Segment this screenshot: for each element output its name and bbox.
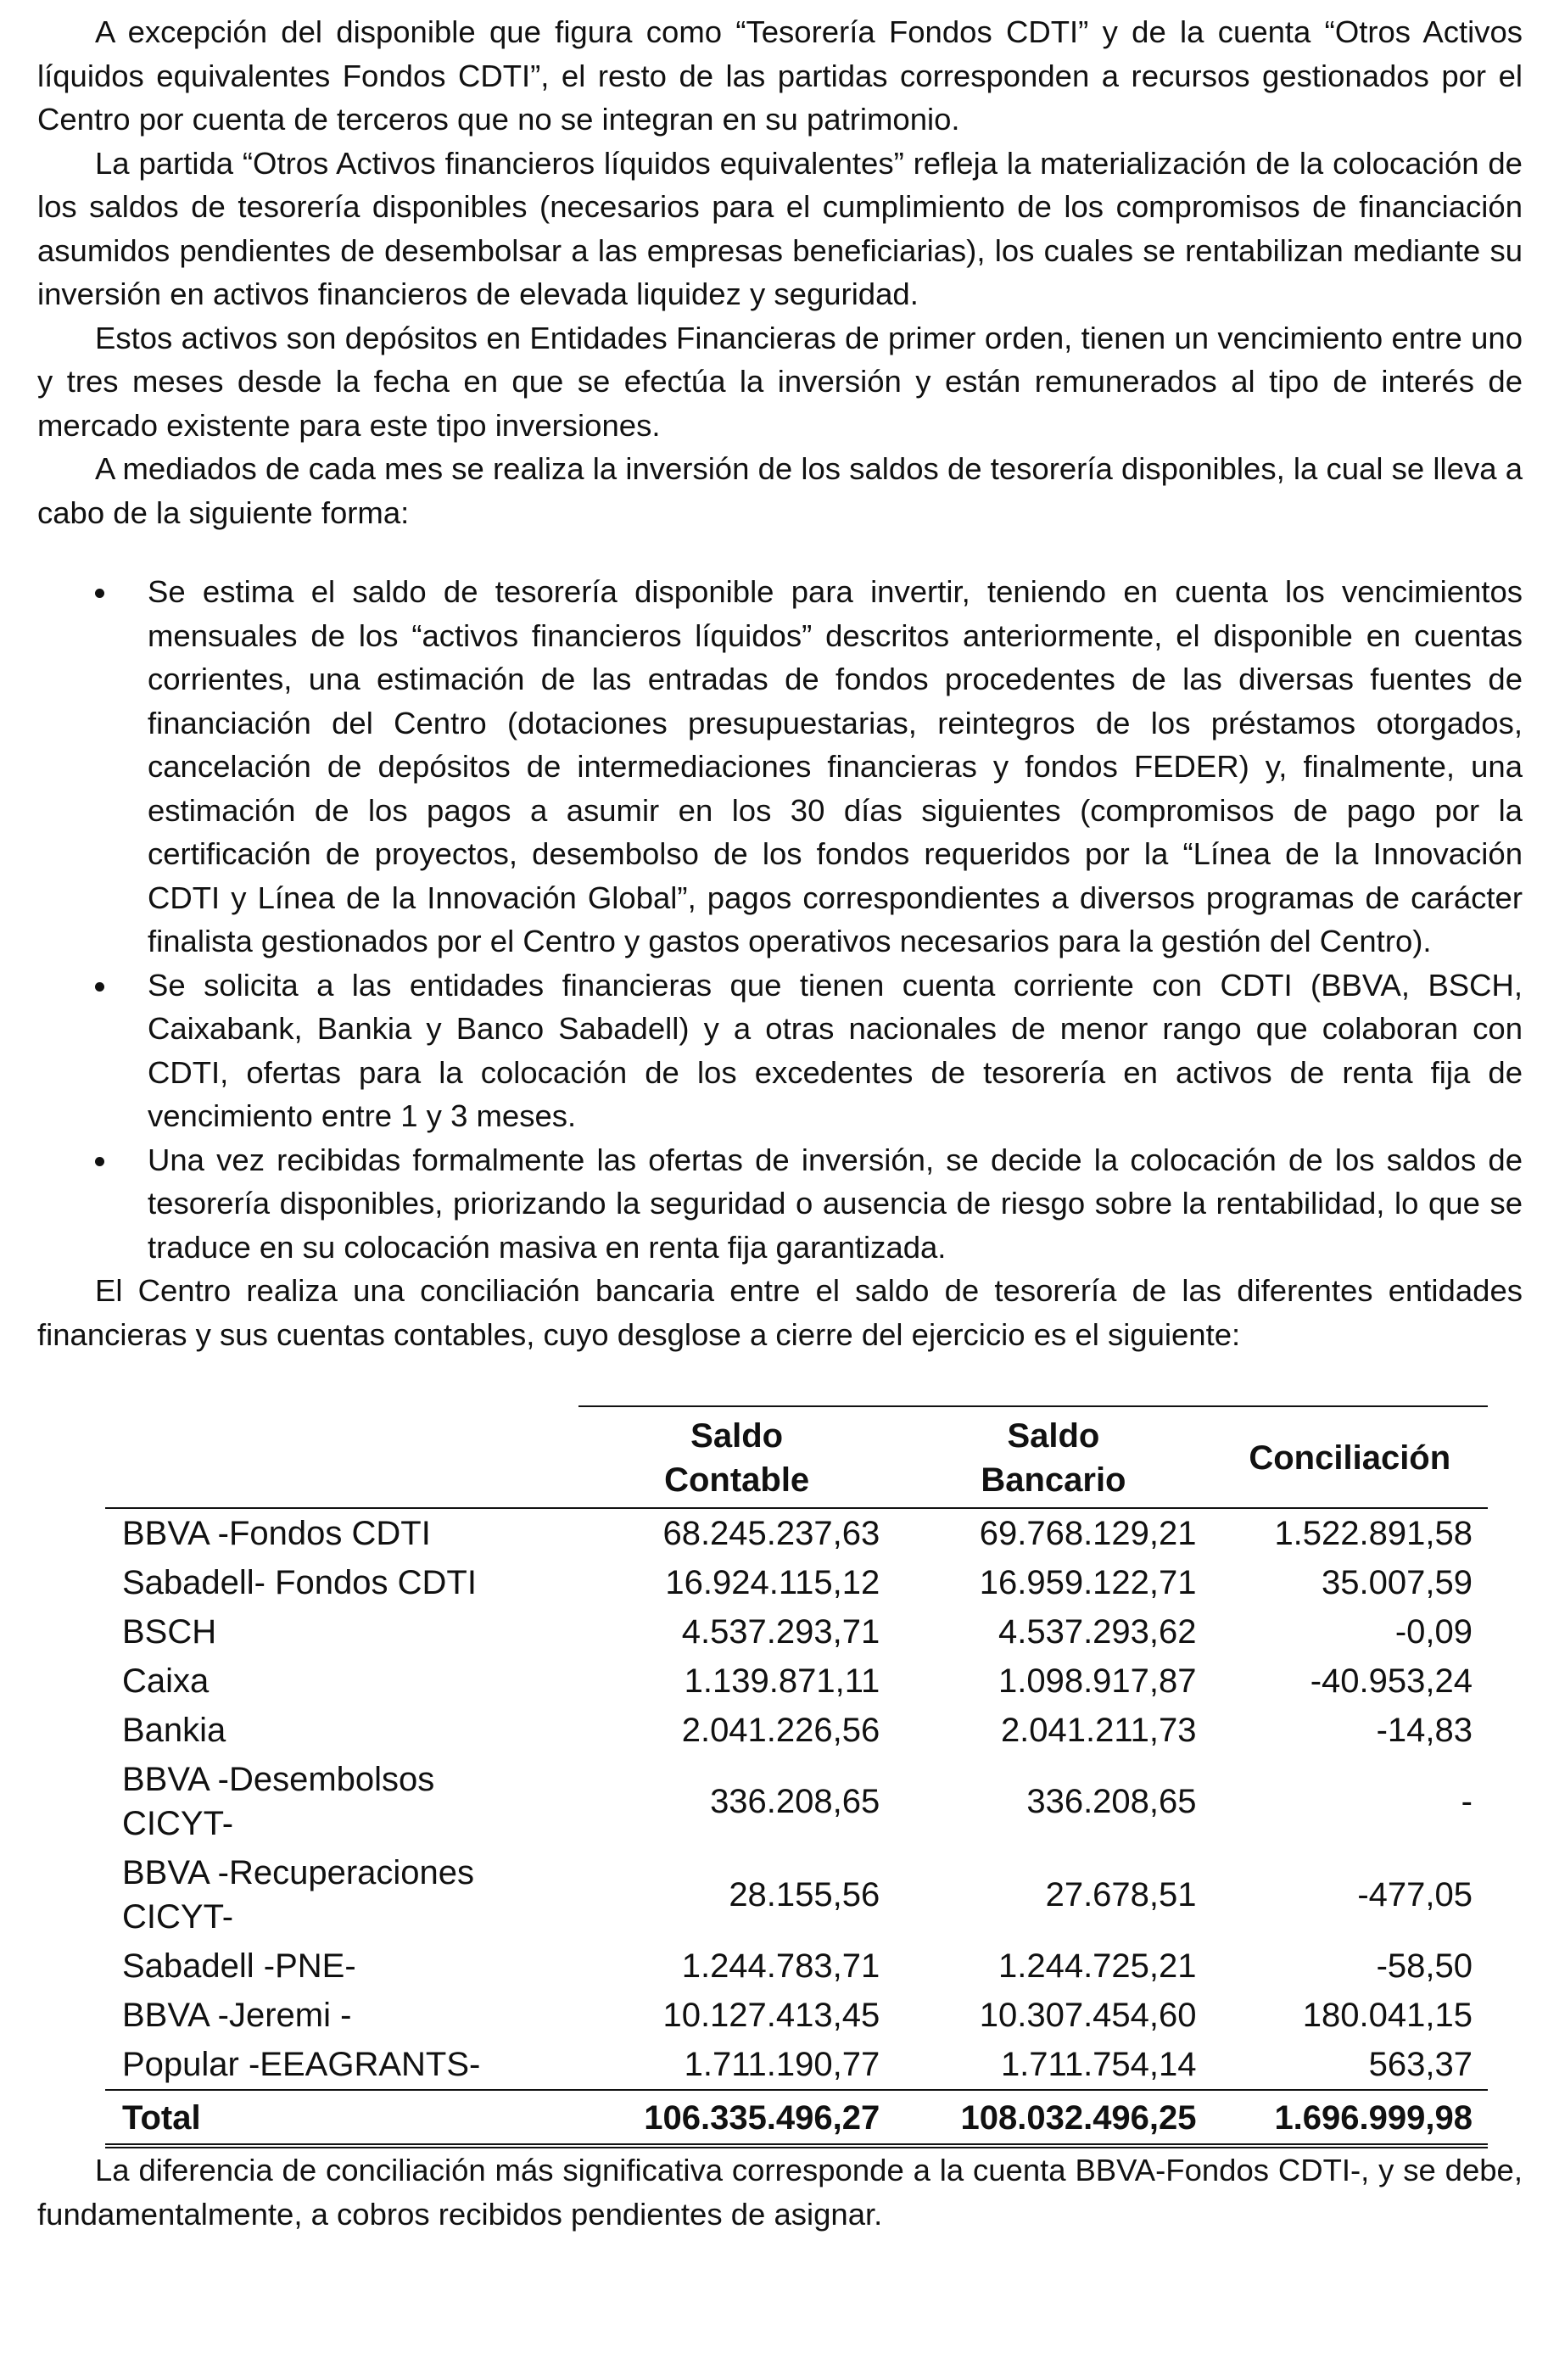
list-item	[37, 570, 1523, 964]
bancario-cell: 10.307.454,60	[979, 1997, 1197, 2034]
intro-paragraph-2: La partida “Otros Activos financieros líquidos equivalentes” refleja la materialización de la colocación de los saldos de tesorería disponibles (necesarios para el cumplimiento de los compromisos de financiación asumidos pendientes de desembolsar a las empresas beneficiarias), los cuales se rentabilizan mediante su inversión en activos financieros de elevada liquidez y seguridad.	[37, 145, 1523, 311]
contable-cell: 68.245.237,63	[578, 1508, 895, 1558]
entity-name: Popular -EEAGRANTS-	[122, 2046, 481, 2083]
entity-name: BBVA -Desembolsos	[122, 1761, 435, 1798]
closing-paragraph: La diferencia de conciliación más significativa corresponde a la cuenta BBVA-Fondos CDTI-, y se debe, fundamentalmente, a cobros recibidos pendientes de asignar.	[37, 2153, 1523, 2232]
bancario-cell: 16.959.122,71	[979, 1564, 1197, 1601]
entity-name: Bankia	[122, 1712, 226, 1749]
total-label: Total	[105, 2090, 578, 2146]
entity-name: Sabadell- Fondos CDTI	[122, 1564, 477, 1601]
entity-name: Caixa	[122, 1662, 210, 1700]
bancario-cell: 1.244.725,21	[998, 1947, 1197, 1985]
conciliacion-cell: 35.007,59	[1322, 1564, 1473, 1601]
list-item-text: Se solicita a las entidades financieras que tienen cuenta corriente con CDTI (BBVA, BSCH, Caixabank, Bankia y Banco Sabadell) y a otras nacionales de menor rango que colaboran con CDTI, ofertas para la colocación de los excedentes de tesorería en activos de renta fija de vencimiento entre 1 y 3 meses.	[148, 967, 1523, 1133]
entity-name: Sabadell -PNE-	[122, 1947, 356, 1985]
header-entity	[105, 1406, 578, 1508]
list-item-text: Se estima el saldo de tesorería disponible para invertir, teniendo en cuenta los vencimientos mensuales de los “activos financieros líquidos” descritos anteriormente, el disponible en cuentas corrientes, una estimación de las entradas de fondos procedentes de las diversas fuentes de financiación del Centro (dotaciones presupuestarias, reintegros de los préstamos otorgados, cancelación de depósitos de intermediaciones financieras y fondos FEDER) y, finalmente, una estimación de los pagos a asumir en los 30 días siguientes (compromisos de pago por la certificación de proyectos, desembolso de los fondos requeridos por la “Línea de la Innovación CDTI y Línea de la Innovación Global”, pagos correspondientes a diversos programas de carácter finalista gestionados por el Centro y gastos operativos necesarios para la gestión del Centro).	[148, 574, 1523, 958]
bancario-cell: 1.098.917,87	[998, 1662, 1197, 1700]
entity-cell	[105, 1755, 578, 1848]
entity-cell	[105, 1607, 578, 1657]
conciliacion-cell: -	[1461, 1783, 1473, 1820]
entity-cell	[105, 2040, 578, 2090]
header-saldo-contable	[578, 1406, 895, 1508]
bullet-icon	[95, 589, 104, 598]
header-text: Conciliación	[1249, 1439, 1451, 1477]
bancario-cell: 1.711.754,14	[1000, 2046, 1197, 2083]
list-item	[37, 964, 1523, 1138]
bancario-cell: 4.537.293,62	[998, 1613, 1197, 1651]
conciliacion-cell: -14,83	[1376, 1712, 1473, 1749]
bullet-icon	[95, 1157, 104, 1166]
entity-cell	[105, 1848, 578, 1941]
conciliacion-cell: -477,05	[1357, 1876, 1473, 1913]
entity-name: BSCH	[122, 1613, 217, 1651]
contable-cell: 1.244.783,71	[681, 1947, 880, 1985]
header-saldo-bancario	[895, 1406, 1211, 1508]
intro-paragraph-3: Estos activos son depósitos en Entidades Financieras de primer orden, tienen un vencimiento entre uno y tres meses desde la fecha en que se efectúa la inversión y están remunerados al tipo de interés de mercado existente para este tipo inversiones.	[37, 320, 1523, 443]
bancario-cell: 2.041.211,73	[1000, 1712, 1197, 1749]
table-body	[105, 1508, 1488, 2090]
table-row	[105, 1558, 1488, 1607]
contable-cell: 2.041.226,56	[681, 1712, 880, 1749]
intro-paragraph-1: A excepción del disponible que figura como “Tesorería Fondos CDTI” y de la cuenta “Otros Activos líquidos equivalentes Fondos CDTI”, el resto de las partidas corresponden a recursos gestionados por el Centro por cuenta de terceros que no se integran en su patrimonio.	[37, 14, 1523, 137]
bancario-cell: 336.208,65	[1026, 1783, 1197, 1820]
contable-cell: 28.155,56	[729, 1876, 880, 1913]
bullet-icon	[95, 982, 104, 992]
header-text: Bancario	[981, 1461, 1126, 1499]
total-contable: 106.335.496,27	[578, 2090, 895, 2146]
entity-cell	[105, 1706, 578, 1755]
procedure-bullet-list	[37, 570, 1523, 1269]
entity-cell	[105, 1941, 578, 1991]
bancario-cell: 27.678,51	[1045, 1876, 1197, 1913]
header-conciliacion	[1212, 1406, 1488, 1508]
header-text: Contable	[664, 1461, 810, 1499]
table-row	[105, 1755, 1488, 1848]
entity-cell	[105, 1991, 578, 2040]
conciliacion-cell: -58,50	[1376, 1947, 1473, 1985]
conciliacion-cell: 180.041,15	[1302, 1997, 1473, 2034]
table-row	[105, 1706, 1488, 1755]
contable-cell: 4.537.293,71	[681, 1613, 880, 1651]
table-row	[105, 1508, 1488, 1558]
conciliacion-cell: 1.522.891,58	[1212, 1508, 1488, 1558]
entity-name-continued: CICYT-	[122, 1898, 234, 1936]
conciliacion-cell: -0,09	[1394, 1613, 1473, 1651]
table-header-row	[105, 1406, 1488, 1508]
table-row	[105, 1657, 1488, 1706]
contable-cell: 16.924.115,12	[665, 1564, 880, 1601]
conciliacion-cell: 563,37	[1368, 2046, 1473, 2083]
bancario-cell: 69.768.129,21	[895, 1508, 1211, 1558]
contable-cell: 1.711.190,77	[684, 2046, 880, 2083]
table-row	[105, 1607, 1488, 1657]
conciliacion-cell: -40.953,24	[1310, 1662, 1473, 1700]
total-conciliacion: 1.696.999,98	[1212, 2090, 1488, 2146]
entity-name: BBVA -Jeremi -	[122, 1997, 352, 2034]
entity-name-continued: CICYT-	[122, 1805, 234, 1842]
entity-cell	[105, 1508, 578, 1558]
intro-paragraph-4: A mediados de cada mes se realiza la inversión de los saldos de tesorería disponibles, la cual se lleva a cabo de la siguiente forma:	[37, 451, 1523, 530]
table-row	[105, 1941, 1488, 1991]
entity-name: BBVA -Recuperaciones	[122, 1854, 475, 1891]
list-item-text: Una vez recibidas formalmente las ofertas de inversión, se decide la colocación de los saldos de tesorería disponibles, priorizando la seguridad o ausencia de riesgo sobre la rentabilidad, lo que se traduce en su colocación masiva en renta fija garantizada.	[148, 1142, 1523, 1265]
entity-cell	[105, 1558, 578, 1607]
table-row	[105, 1848, 1488, 1941]
header-text: Saldo	[690, 1417, 784, 1455]
table-row	[105, 1991, 1488, 2040]
reconciliation-intro: El Centro realiza una conciliación bancaria entre el saldo de tesorería de las diferentes entidades financieras y sus cuentas contables, cuyo desglose a cierre del ejercicio es el siguiente:	[37, 1273, 1523, 1352]
total-bancario: 108.032.496,25	[895, 2090, 1211, 2146]
table-total-row	[105, 2090, 1488, 2146]
entity-name: BBVA -Fondos CDTI	[122, 1515, 431, 1552]
contable-cell: 1.139.871,11	[684, 1662, 880, 1700]
table-row	[105, 2040, 1488, 2090]
contable-cell: 10.127.413,45	[662, 1997, 880, 2034]
list-item	[37, 1138, 1523, 1270]
reconciliation-table	[105, 1405, 1488, 2148]
contable-cell: 336.208,65	[710, 1783, 880, 1820]
entity-cell	[105, 1657, 578, 1706]
header-text: Saldo	[1007, 1417, 1100, 1455]
